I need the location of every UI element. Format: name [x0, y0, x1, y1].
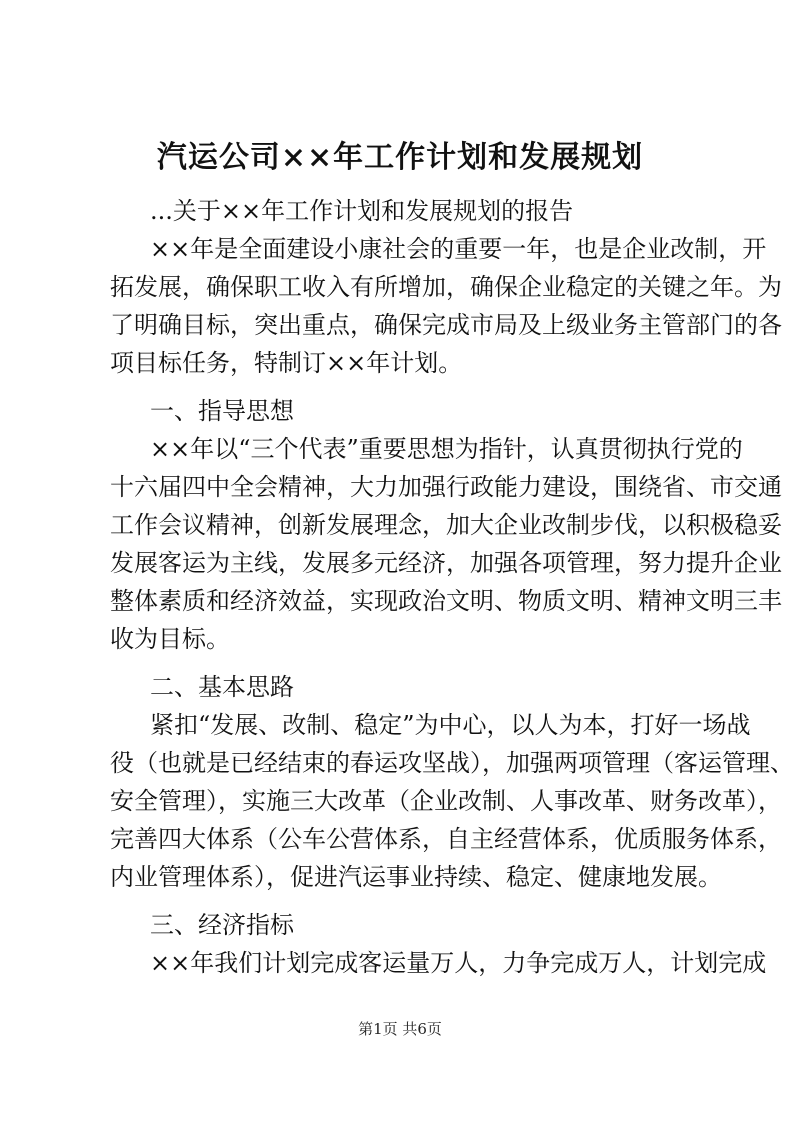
page-number-footer: 第1页 共6页 — [358, 1020, 442, 1038]
paragraph-line: 工作会议精神，创新发展理念，加大企业改制步伐，以积极稳妥 — [110, 511, 782, 539]
paragraph-line: 十六届四中全会精神，大力加强行政能力建设，围绕省、市交通 — [110, 473, 782, 501]
section-heading: 一、指导思想 — [150, 397, 294, 425]
paragraph-line: ××年以“三个代表”重要思想为指针，认真贯彻执行党的 — [150, 435, 743, 463]
paragraph-line: ××年是全面建设小康社会的重要一年，也是企业改制，开 — [150, 235, 767, 263]
paragraph-line: 安全管理），实施三大改革（企业改制、人事改革、财务改革）， — [110, 787, 782, 815]
paragraph-line: 收为目标。 — [110, 625, 230, 653]
paragraph-line: 了明确目标，突出重点，确保完成市局及上级业务主管部门的各 — [110, 311, 782, 339]
paragraph-line: 役（也就是已经结束的春运攻坚战），加强两项管理（客运管理、 — [110, 749, 794, 777]
section-heading: 二、基本思路 — [150, 673, 294, 701]
paragraph-line: 整体素质和经济效益，实现政治文明、物质文明、精神文明三丰 — [110, 587, 782, 615]
paragraph-line: 紧扣“发展、改制、稳定”为中心，以人为本，打好一场战 — [150, 711, 751, 739]
document-title: 汽运公司××年工作计划和发展规划 — [156, 140, 644, 175]
paragraph-line: ××年我们计划完成客运量万人，力争完成万人，计划完成 — [150, 949, 767, 977]
paragraph-line: 完善四大体系（公车公营体系，自主经营体系，优质服务体系， — [110, 825, 782, 853]
paragraph-line: 内业管理体系），促进汽运事业持续、稳定、健康地发展。 — [110, 863, 722, 891]
paragraph-line: 项目标任务，特制订××年计划。 — [110, 349, 463, 377]
section-heading: 三、经济指标 — [150, 911, 294, 939]
document-subtitle: ...关于××年工作计划和发展规划的报告 — [150, 197, 574, 225]
paragraph-line: 拓发展，确保职工收入有所增加，确保企业稳定的关键之年。为 — [110, 273, 782, 301]
paragraph-line: 发展客运为主线，发展多元经济，加强各项管理，努力提升企业 — [110, 549, 782, 577]
